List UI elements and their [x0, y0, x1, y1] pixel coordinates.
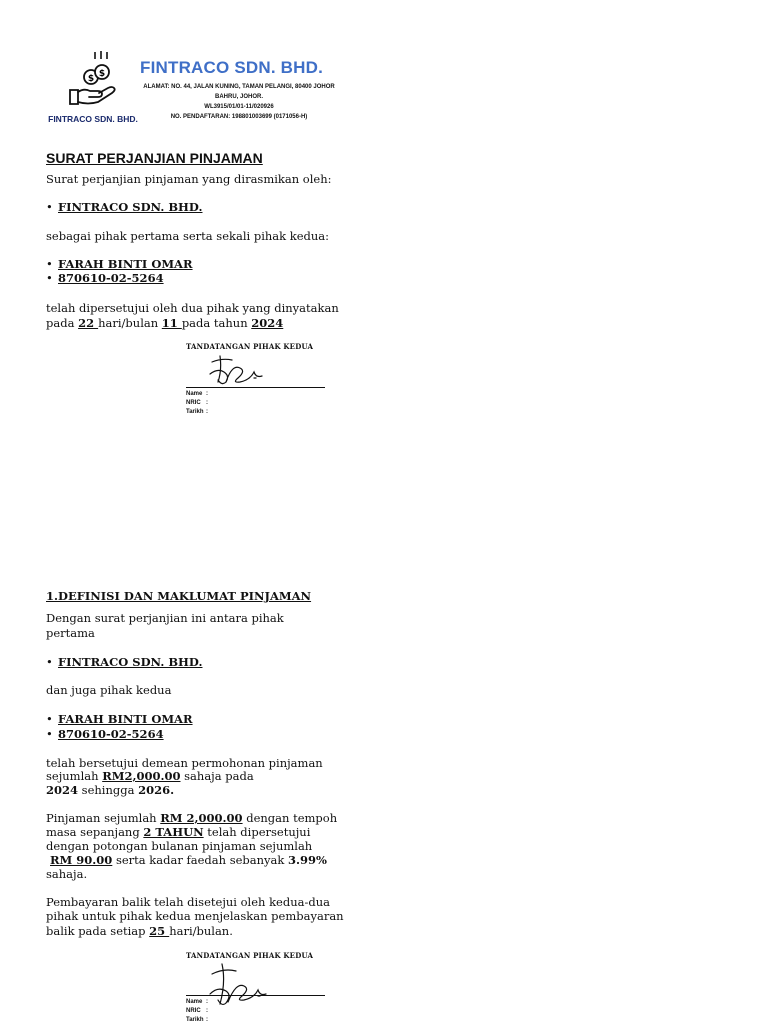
- loan-term: 2 TAHUN: [143, 825, 204, 839]
- section-1-first-party-item: [46, 655, 202, 669]
- section-1-second-party-name: FARAH BINTI OMAR: [58, 712, 193, 726]
- license-number: WL3915/01/01-11/020926: [204, 104, 274, 110]
- name-label: Name: [186, 999, 203, 1005]
- interest-rate: 3.99%: [288, 853, 327, 867]
- address-line-1: ALAMAT: NO. 44, JALAN KUNING, TAMAN PELANGI, 80400 JOHOR: [143, 84, 335, 90]
- loan-para-2-line-5: sahaja.: [46, 867, 88, 881]
- second-party-ic: 870610-02-5264: [58, 271, 164, 285]
- signature-2-heading: TANDATANGAN PIHAK KEDUA: [186, 951, 314, 960]
- repayment-line-3: balik pada setiap 25 hari/bulan.: [46, 924, 233, 938]
- loan-para-2-line-2: masa sepanjang 2 TAHUN telah dipersetujui: [46, 825, 311, 839]
- name-label: Name: [186, 391, 203, 397]
- loan-para-1-line-2: sejumlah RM2,000.00 sahaja pada: [46, 769, 254, 783]
- registration-number: NO. PENDAFTARAN: 198801003699 (0171056-H): [170, 114, 308, 120]
- agreed-line-1: telah dipersetujui oleh dua pihak yang dinyatakan: [46, 301, 339, 315]
- second-party-ic-item: [46, 271, 164, 285]
- loan-start-year: 2024: [46, 783, 79, 797]
- agreed-year: 2024: [251, 316, 284, 330]
- signature-2-image: [206, 962, 270, 1010]
- second-party-name-item: [46, 257, 193, 271]
- address-line-2: BAHRU, JOHOR.: [214, 94, 263, 100]
- agreed-day: 22: [78, 316, 99, 330]
- signature-2-fields: Name : NRIC : Tarikh :: [186, 999, 208, 1023]
- section-1-second-party-name-item: [46, 712, 193, 726]
- monthly-installment: RM 90.00: [50, 853, 113, 867]
- section-1-intro-line-2: pertama: [46, 626, 95, 640]
- svg-text:$: $: [98, 69, 106, 79]
- logo-caption: FINTRACO SDN. BHD.: [48, 114, 138, 124]
- loan-para-1-line-1: telah bersetujui demean permohonan pinjaman: [46, 756, 323, 770]
- agreed-month: 11: [161, 316, 182, 330]
- section-1-second-party-ic-item: [46, 727, 164, 741]
- nric-label: NRIC: [186, 1008, 201, 1014]
- agreement-intro: Surat perjanjian pinjaman yang dirasmikan oleh:: [46, 172, 332, 186]
- repayment-line-2: pihak untuk pihak kedua menjelaskan pembayaran: [46, 909, 344, 923]
- section-1-title: 1.DEFINISI DAN MAKLUMAT PINJAMAN: [46, 589, 312, 603]
- svg-text:$: $: [87, 74, 95, 84]
- section-1-second-party-ic: 870610-02-5264: [58, 727, 164, 741]
- hand-coin-icon: [62, 48, 124, 110]
- section-1-first-party: FINTRACO SDN. BHD.: [58, 655, 203, 669]
- date-label: Tarikh: [186, 1017, 204, 1023]
- signature-2-line: [186, 995, 325, 996]
- section-1-and-text: dan juga pihak kedua: [46, 683, 172, 697]
- repayment-day: 25: [149, 924, 170, 938]
- company-name: FINTRACO SDN. BHD.: [140, 58, 324, 77]
- agreement-mid-text: sebagai pihak pertama serta sekali pihak kedua:: [46, 229, 330, 243]
- signature-line: [186, 387, 325, 388]
- document-title: SURAT PERJANJIAN PINJAMAN: [46, 150, 263, 166]
- loan-para-1-line-3: 2024 sehingga 2026.: [46, 783, 175, 797]
- first-party-name: FINTRACO SDN. BHD.: [58, 200, 203, 214]
- loan-amount: RM2,000.00: [102, 769, 181, 783]
- repayment-line-1: Pembayaran balik telah disetejui oleh kedua-dua: [46, 895, 330, 909]
- first-party-item: [46, 200, 202, 214]
- date-label: Tarikh: [186, 409, 204, 415]
- loan-principal: RM 2,000.00: [160, 811, 243, 825]
- signature-heading: TANDATANGAN PIHAK KEDUA: [186, 342, 314, 351]
- loan-para-2-line-4: RM 90.00 serta kadar faedah sebanyak 3.99%: [50, 853, 327, 867]
- signature-fields: Name : NRIC : Tarikh :: [186, 391, 208, 415]
- agreed-line-2: pada 22 hari/bulan 11 pada tahun 2024: [46, 316, 284, 330]
- loan-para-2-line-1: Pinjaman sejumlah RM 2,000.00 dengan tempoh: [46, 811, 338, 825]
- second-party-name: FARAH BINTI OMAR: [58, 257, 193, 271]
- company-address-block: [140, 82, 338, 122]
- nric-label: NRIC: [186, 400, 201, 406]
- loan-para-2-line-3: dengan potongan bulanan pinjaman sejumlah: [46, 839, 313, 853]
- section-1-intro-line-1: Dengan surat perjanjian ini antara pihak: [46, 611, 284, 625]
- signature-image: [206, 352, 268, 388]
- loan-end-year: 2026.: [138, 783, 175, 797]
